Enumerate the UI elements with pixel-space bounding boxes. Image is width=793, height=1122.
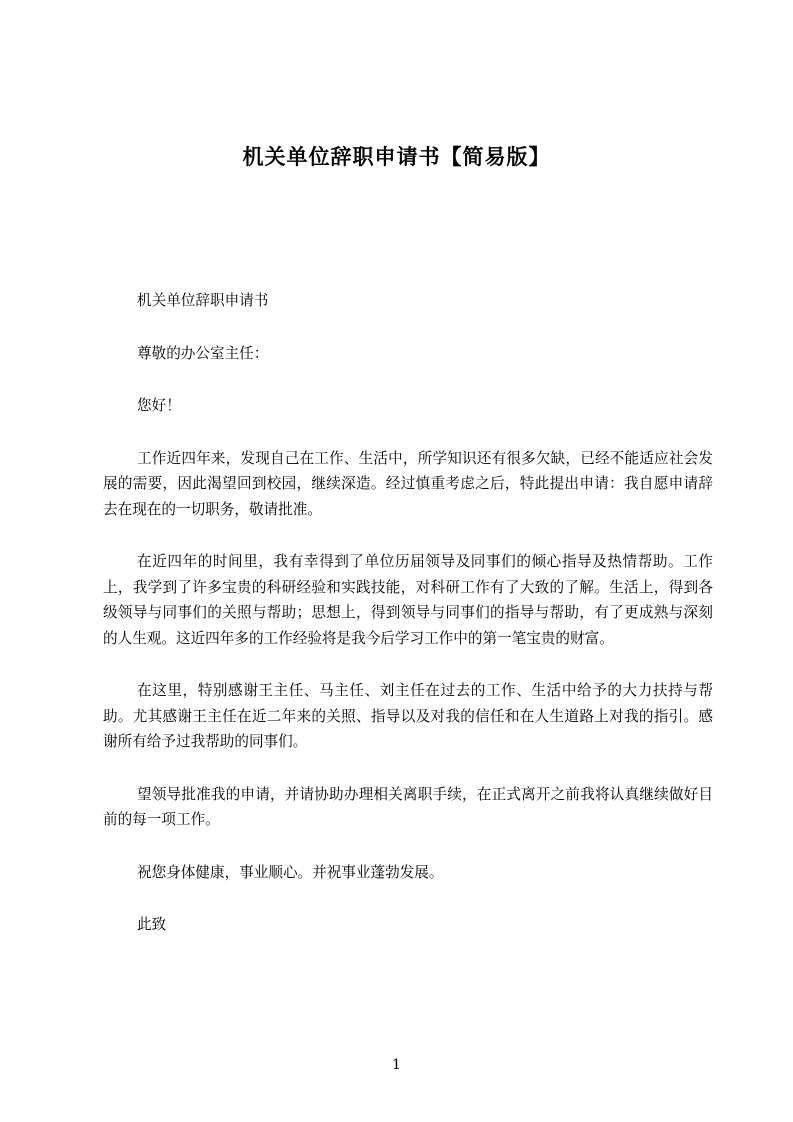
paragraph-reason: 工作近四年来，发现自己在工作、生活中，所学知识还有很多欠缺，已经不能适应社会发展的需要，因此渴望回到校园，继续深造。经过慎重考虑之后，特此提出申请：我自愿申请辞去在现在的一切职务，敬请批准。: [103, 449, 713, 518]
paragraph-wishes: 祝您身体健康，事业顺心。并祝事业蓬勃发展。: [137, 863, 444, 881]
paragraph-experience: 在近四年的时间里，我有幸得到了单位历届领导及同事们的倾心指导及热情帮助。工作上，我学到了许多宝贵的科研经验和实践技能，对科研工作有了大致的了解。生活上，得到各级领导与同事们的关照与帮助；思想上，得到领导与同事们的指导与帮助，有了更成熟与深刻的人生观。这近四年多的工作经验将是我今后学习工作中的第一笔宝贵的财富。: [103, 553, 713, 647]
page-number: 1: [392, 1057, 401, 1073]
paragraph-request: 望领导批准我的申请，并请协助办理相关离职手续，在正式离开之前我将认真继续做好目前的每一项工作。: [103, 785, 713, 828]
paragraph-thanks: 在这里，特别感谢王主任、马主任、刘主任在过去的工作、生活中给予的大力扶持与帮助。尤其感谢王主任在近二年来的关照、指导以及对我的信任和在人生道路上对我的指引。感谢所有给予过我帮助的同事们。: [103, 682, 713, 750]
paragraph-salutation: 尊敬的办公室主任：: [137, 344, 269, 362]
paragraph-heading: 机关单位辞职申请书: [137, 292, 269, 309]
document-body: [103, 288, 713, 965]
paragraph-greeting: 您好！: [137, 397, 181, 414]
paragraph-closing: 此致: [137, 916, 167, 933]
document-title: 机关单位辞职申请书【简易版】: [242, 145, 551, 169]
